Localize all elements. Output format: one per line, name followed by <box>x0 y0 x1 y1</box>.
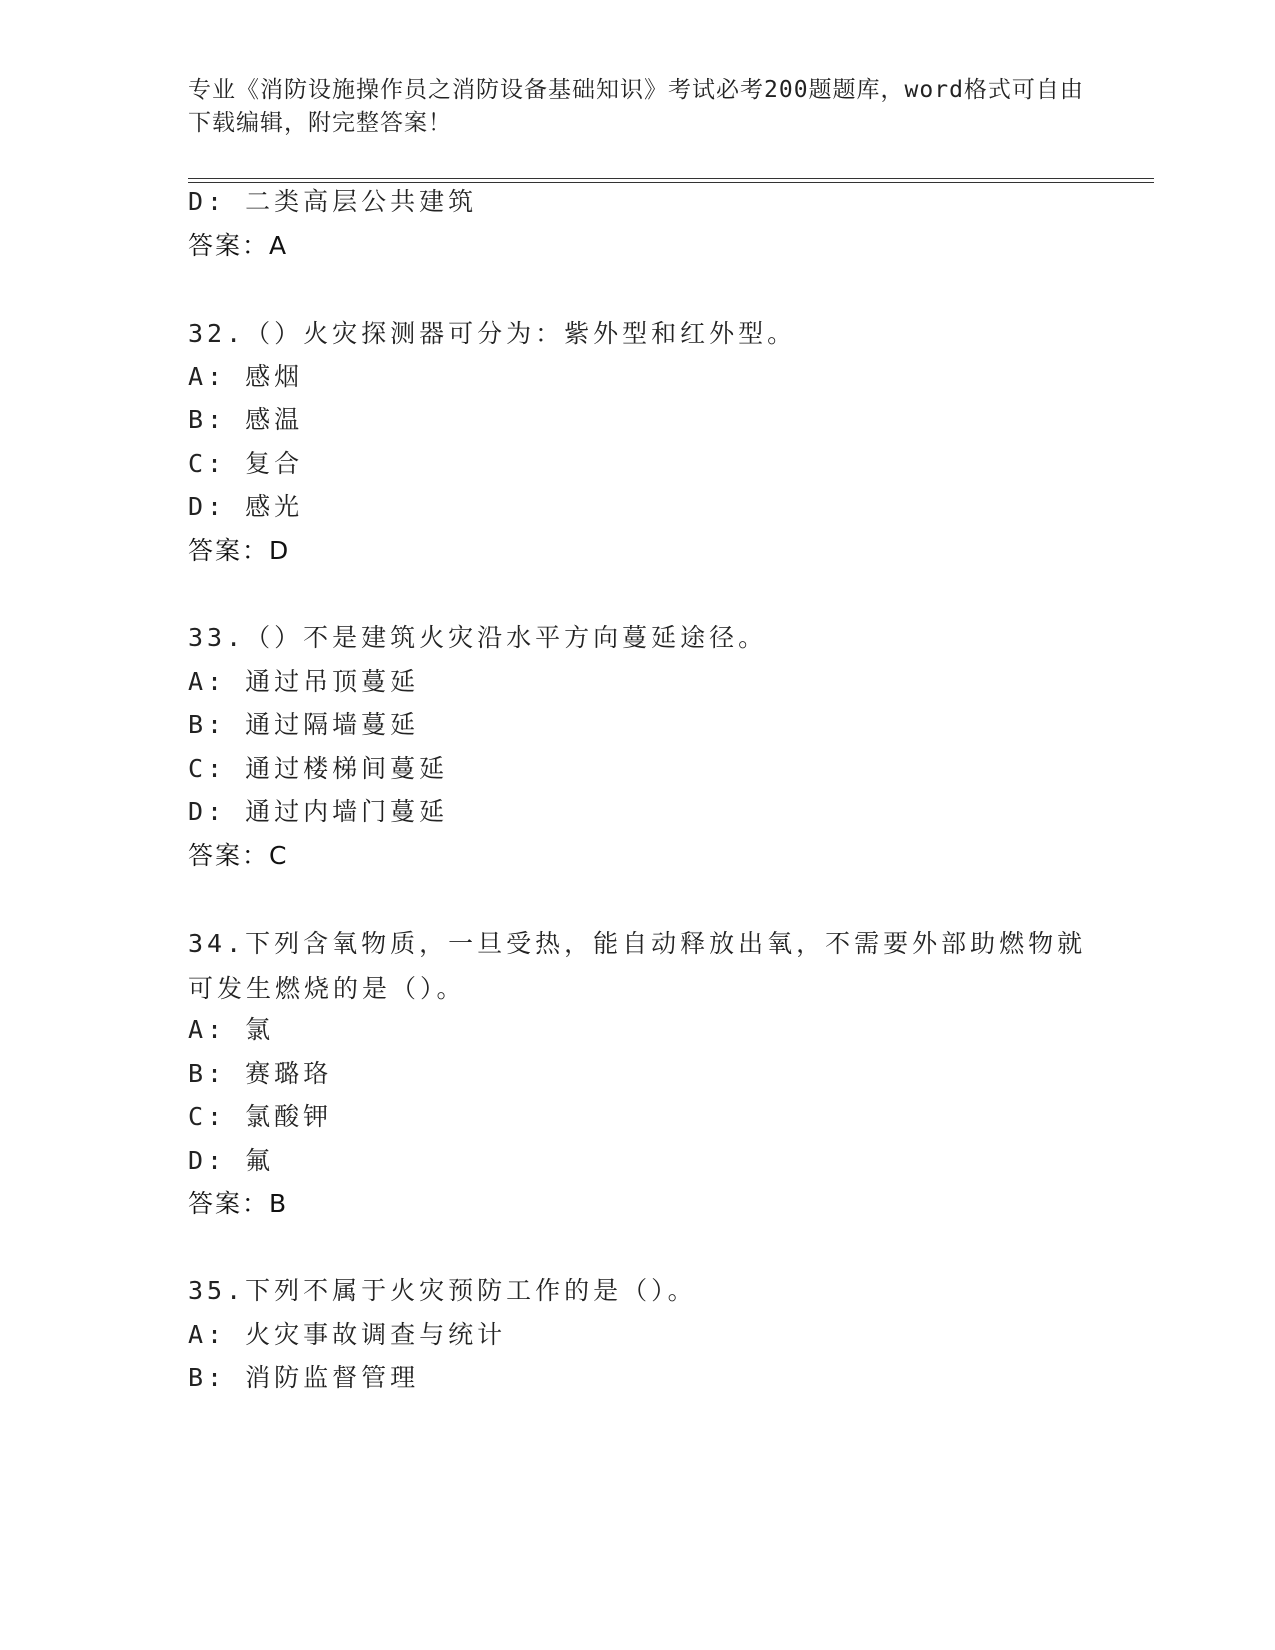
option-d: D: 感光 <box>188 492 304 521</box>
option-b: B: 消防监督管理 <box>188 1363 420 1392</box>
option-a: A: 通过吊顶蔓延 <box>188 667 420 696</box>
answer: 答案：A <box>188 231 289 260</box>
question-stem: 34.下列含氧物质，一旦受热，能自动释放出氧，不需要外部助燃物就可发生燃烧的是（）。 <box>188 929 1087 1003</box>
option-c: C: 复合 <box>188 449 304 478</box>
question-stem: 33.（）不是建筑火灾沿水平方向蔓延途径。 <box>188 623 768 652</box>
question-stem: 32.（）火灾探测器可分为：紫外型和红外型。 <box>188 319 797 348</box>
option-c: C: 通过楼梯间蔓延 <box>188 754 449 783</box>
header-rule-top <box>188 178 1154 179</box>
option-b: B: 感温 <box>188 405 304 434</box>
answer: 答案：B <box>188 1189 289 1218</box>
option-d: D: 氟 <box>188 1146 275 1175</box>
option-a: A: 感烟 <box>188 362 304 391</box>
option-c: C: 氯酸钾 <box>188 1102 333 1131</box>
option-d: D: 通过内墙门蔓延 <box>188 797 449 826</box>
option-a: A: 火灾事故调查与统计 <box>188 1320 507 1349</box>
document-header: 专业《消防设施操作员之消防设备基础知识》考试必考200题题库，word格式可自由下载编辑，附完整答案！ <box>188 77 1084 136</box>
question-stem: 35.下列不属于火灾预防工作的是（）。 <box>188 1276 697 1305</box>
header-rule-bottom <box>188 182 1154 183</box>
option-d: D: 二类高层公共建筑 <box>188 187 478 216</box>
answer: 答案：C <box>188 841 289 870</box>
option-b: B: 通过隔墙蔓延 <box>188 710 420 739</box>
option-b: B: 赛璐珞 <box>188 1059 333 1088</box>
option-a: A: 氯 <box>188 1015 275 1044</box>
answer: 答案：D <box>188 536 291 565</box>
